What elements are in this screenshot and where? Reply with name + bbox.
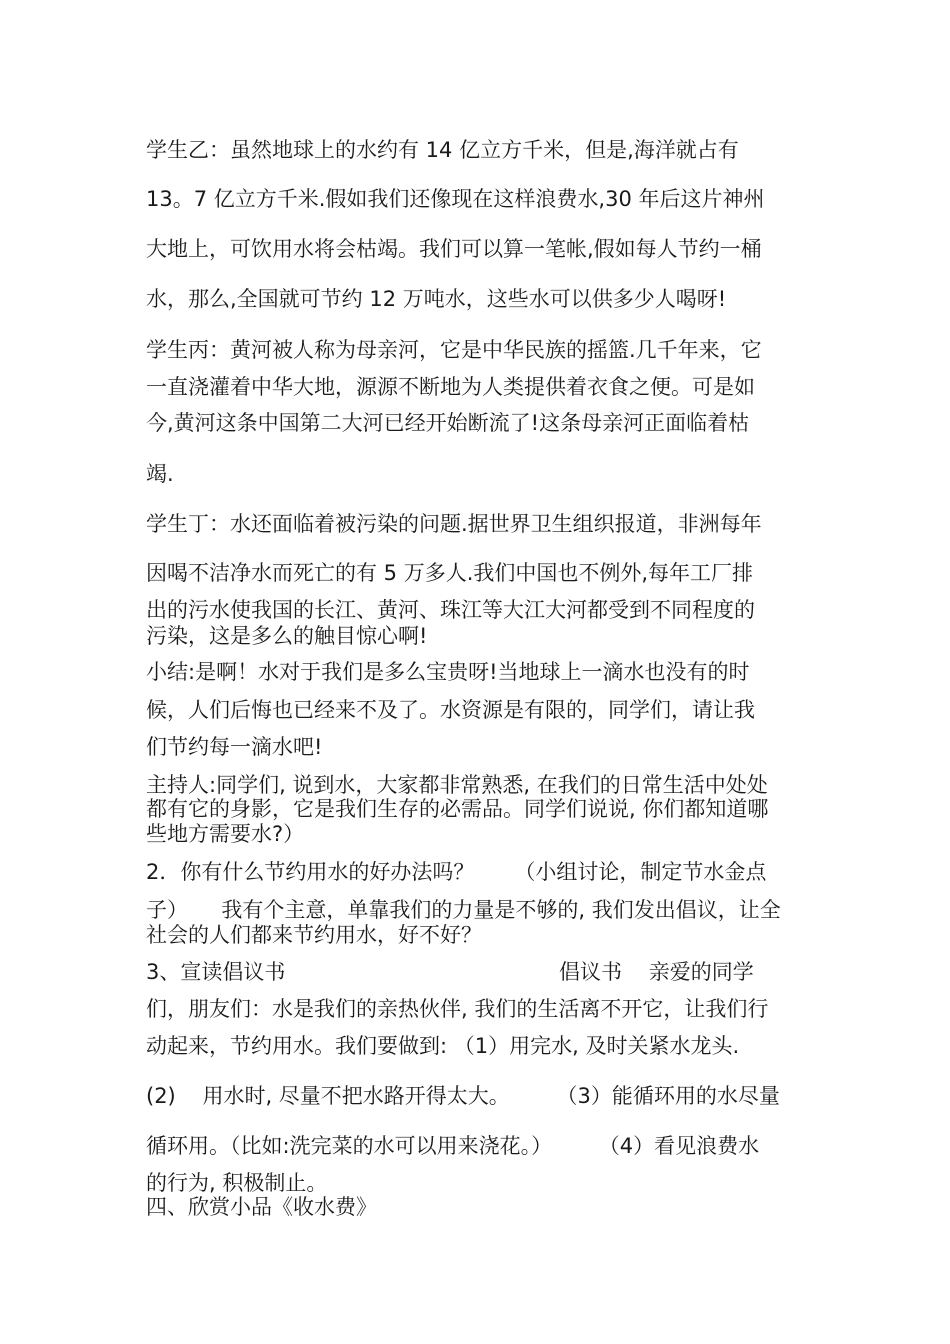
text-line: 四、欣赏小品《收水费》 — [146, 1195, 377, 1219]
text-line: 大地上，可饮用水将会枯竭。我们可以算一笔帐,假如每人节约一桶 — [146, 237, 762, 261]
text-line: 社会的人们都来节约用水，好不好？ — [146, 923, 482, 947]
text-line: 们节约每一滴水吧! — [146, 735, 323, 759]
text-line: 水，那么,全国就可节约 12 万吨水，这些水可以供多少人喝呀! — [146, 287, 727, 311]
text-line: 小结:是啊！水对于我们是多么宝贵呀!当地球上一滴水也没有的时 — [146, 660, 750, 684]
text-line: 候，人们后悔也已经来不及了。水资源是有限的，同学们，请让我 — [146, 698, 755, 722]
text-line: 些地方需要水?） — [146, 822, 305, 846]
text-line: 2．你有什么节约用水的好办法吗？ （小组讨论，制定节水金点 — [146, 860, 767, 884]
text-line: 学生丙：黄河被人称为母亲河，它是中华民族的摇篮.几千年来，它 — [146, 338, 762, 362]
text-line: 出的污水使我国的长江、黄河、珠江等大江大河都受到不同程度的 — [146, 598, 755, 622]
text-line: 动起来，节约用水。我们要做到: （1）用完水, 及时关紧水龙头. — [146, 1034, 740, 1058]
text-line: 们，朋友们：水是我们的亲热伙伴, 我们的生活离不开它，让我们行 — [146, 997, 769, 1021]
text-line: 循环用。（比如:洗完菜的水可以用来浇花。） （4）看见浪费水 — [146, 1134, 760, 1158]
text-line: 13。7 亿立方千米.假如我们还像现在这样浪费水,30 年后这片神州 — [146, 187, 765, 211]
text-line: 污染，这是多么的触目惊心啊! — [146, 624, 428, 648]
text-line: 主持人:同学们, 说到水，大家都非常熟悉, 在我们的日常生活中处处 — [146, 773, 768, 797]
text-line: 的行为, 积极制止。 — [146, 1171, 328, 1195]
text-line: (2) 用水时, 尽量不把水路开得太大。 （3）能循环用的水尽量 — [146, 1084, 780, 1108]
text-line: 因喝不洁净水而死亡的有 5 万多人.我们中国也不例外,每年工厂排 — [146, 561, 754, 585]
text-line: 一直浇灌着中华大地，源源不断地为人类提供着衣食之便。可是如 — [146, 375, 755, 399]
text-line: 子） 我有个主意，单靠我们的力量是不够的, 我们发出倡议，让全 — [146, 898, 781, 922]
text-line: 都有它的身影，它是我们生存的必需品。同学们说说, 你们都知道哪 — [146, 797, 769, 821]
text-line: 学生丁：水还面临着被污染的问题.据世界卫生组织报道，非洲每年 — [146, 512, 762, 536]
text-line: 学生乙：虽然地球上的水约有 14 亿立方千米，但是,海洋就占有 — [146, 138, 739, 162]
text-line: 3、宣读倡议书 倡议书 亲爱的同学 — [146, 960, 754, 984]
text-line: 今,黄河这条中国第二大河已经开始断流了!这条母亲河正面临着枯 — [146, 411, 750, 435]
text-line: 竭. — [146, 462, 174, 486]
